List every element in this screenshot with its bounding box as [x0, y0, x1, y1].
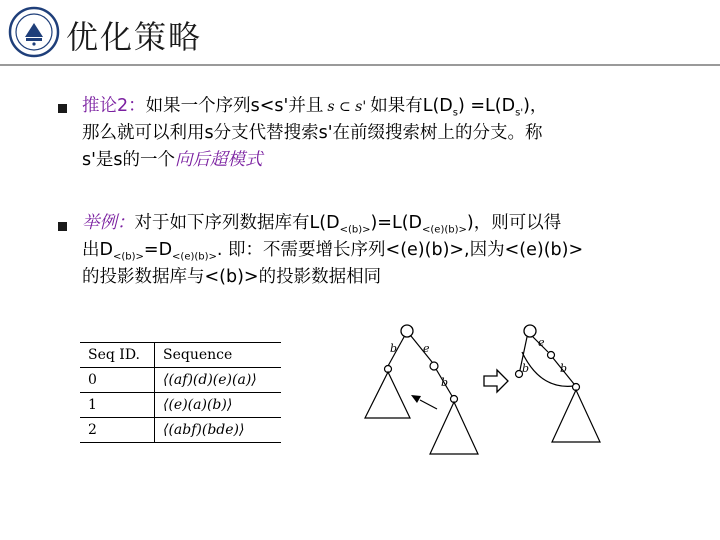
tree-node: [524, 325, 536, 337]
subtree-triangle: [365, 372, 410, 418]
subtree-triangle: [430, 402, 478, 454]
edge-label: e: [423, 342, 430, 355]
edge-label: b: [522, 362, 530, 375]
edge-label: b: [390, 342, 398, 355]
corollary-line-2: 那么就可以利用s分支代替搜索s'在前缀搜索树上的分支。称: [82, 123, 543, 143]
sequence-cell: ⟨(af)(d)(e)(a)⟩: [155, 368, 282, 393]
corollary-line-3: s'是s的一个向后超模式: [82, 150, 263, 170]
sequence-cell: ⟨(abf)(bde)⟩: [155, 418, 282, 443]
corollary-text: 如果一个序列s<s'并且: [145, 96, 324, 116]
example-line-3: 的投影数据库与<(b)>的投影数据相同: [82, 267, 382, 287]
tree-node: [548, 352, 555, 359]
corollary-line-1: 推论2：如果一个序列s<s'并且 s ⊂ s' 如果有$L(D_s) =L(D_{s'})$，: [82, 96, 548, 119]
arrow-head: [411, 395, 421, 403]
edge-label: e: [538, 336, 545, 349]
sequence-cell: ⟨(e)(a)(b)⟩: [155, 393, 282, 418]
right-prefix-tree: [516, 325, 601, 442]
left-prefix-tree: [365, 325, 478, 454]
edge-label: b: [560, 362, 568, 375]
corollary-label: 推论2：: [82, 96, 146, 116]
tree-node: [401, 325, 413, 337]
edge-label: b: [441, 376, 449, 389]
example-label: 举例：: [82, 213, 135, 233]
transform-arrow-icon: [484, 370, 508, 392]
seq-id-cell: 2: [80, 418, 155, 443]
column-header: Sequence: [155, 343, 282, 368]
subtree-triangle: [552, 390, 600, 442]
column-header: Seq ID.: [80, 343, 155, 368]
backward-super-pattern-term: 向后超模式: [175, 150, 263, 170]
example-line-1: 举例：对于如下序列数据库有$L(D_{<(b)>})=L(D_{<(e)(b)>})$，则可以得: [82, 213, 562, 236]
seq-id-cell: 1: [80, 393, 155, 418]
subset-formula: s ⊂ s': [327, 99, 367, 115]
seq-id-cell: 0: [80, 368, 155, 393]
example-line-2: 出$D_{<(b)>}=D_{<(e)(b)>}$. 即：不需要增长序列<(e)(b)>,因为<(e)(b)>: [82, 240, 584, 263]
tree-node: [430, 362, 438, 370]
page-title: 优化策略: [66, 18, 203, 56]
arrow-shaft: [420, 400, 437, 409]
